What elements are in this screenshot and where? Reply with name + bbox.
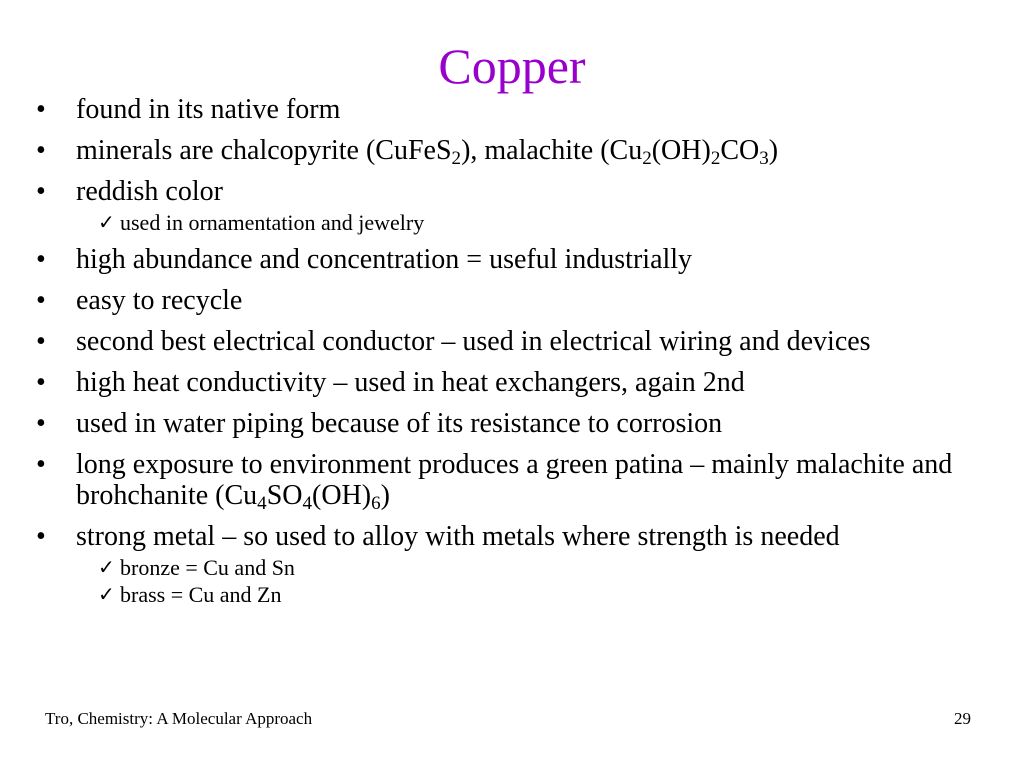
list-item-text: easy to recycle — [76, 285, 243, 316]
list-item — [36, 244, 996, 275]
slide-title: Copper — [438, 38, 586, 94]
list-item — [36, 285, 996, 316]
list-item-text: used in water piping because of its resistance to corrosion — [76, 408, 723, 439]
bullet-icon: • — [36, 285, 46, 316]
bullet-icon: • — [36, 449, 46, 480]
bullet-icon: • — [36, 367, 46, 398]
bullet-icon: • — [36, 408, 46, 439]
bullet-list — [36, 94, 996, 616]
list-item-text: long exposure to environment produces a green patina – mainly malachite and brohchanite $(Cu_4SO_4(OH)_6)$ — [76, 449, 953, 514]
list-item-text: reddish color — [76, 176, 223, 207]
list-item-text: high heat conductivity – used in heat exchangers, again 2nd — [76, 367, 745, 398]
list-item — [36, 367, 996, 398]
bullet-icon: • — [36, 94, 46, 125]
list-item-text: strong metal – so used to alloy with metals where strength is needed — [76, 521, 840, 552]
sub-list-item — [36, 583, 996, 607]
list-item-text: bronze = Cu and Sn — [120, 555, 295, 580]
list-item — [36, 135, 996, 169]
checkmark-icon: ✓ — [98, 557, 115, 579]
list-item-text: used in ornamentation and jewelry — [120, 210, 425, 235]
bullet-icon: • — [36, 521, 46, 552]
footer-source: Tro, Chemistry: A Molecular Approach — [45, 709, 313, 728]
list-item — [36, 94, 996, 125]
bullet-icon: • — [36, 176, 46, 207]
list-item-text: found in its native form — [76, 94, 341, 125]
list-item-text: minerals are chalcopyrite (CuFeS$_2$), malachite $(Cu_2(OH)_2CO_3)$ — [76, 135, 779, 169]
list-item — [36, 176, 996, 207]
list-item — [36, 521, 996, 552]
bullet-icon: • — [36, 244, 46, 275]
bullet-icon: • — [36, 326, 46, 357]
checkmark-icon: ✓ — [98, 584, 115, 606]
list-item-text: high abundance and concentration = useful industrially — [76, 244, 693, 275]
list-item — [36, 326, 996, 357]
page-number: 29 — [954, 709, 971, 728]
list-item — [36, 408, 996, 439]
list-item — [36, 449, 996, 514]
sub-list-item — [36, 211, 996, 235]
sub-list-item — [36, 556, 996, 580]
list-item-text: second best electrical conductor – used in electrical wiring and devices — [76, 326, 871, 357]
bullet-icon: • — [36, 135, 46, 166]
list-item-text: brass = Cu and Zn — [120, 582, 282, 607]
checkmark-icon: ✓ — [98, 212, 115, 234]
